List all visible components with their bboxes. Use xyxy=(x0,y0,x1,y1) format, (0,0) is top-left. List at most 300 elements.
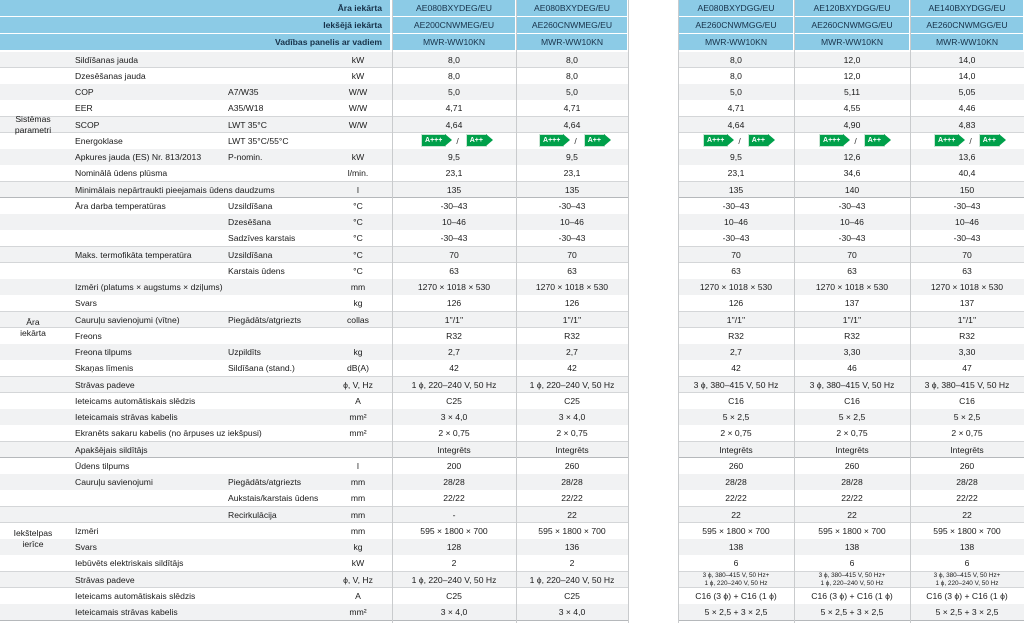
row-sublabel: Piegādāts/atgriezts xyxy=(228,477,302,488)
value-cell: -30–43 xyxy=(953,233,981,244)
value-cell: 22/22 xyxy=(841,493,863,504)
value-cell: 4,46 xyxy=(958,103,976,114)
value-cell: 140 xyxy=(844,184,860,195)
energy-class-labels xyxy=(934,134,1000,147)
value-cell: 3 × 4,0 xyxy=(558,607,586,618)
row-unit: ϕ, V, Hz xyxy=(343,379,373,390)
header-model-cell xyxy=(679,0,793,16)
header-model-text: AE260CNWMEG/EU xyxy=(531,20,613,30)
row-unit: W/W xyxy=(348,119,368,130)
value-cell: 10–46 xyxy=(955,217,979,228)
value-cell: 1 ϕ, 220–240 V, 50 Hz xyxy=(529,379,615,390)
value-cell: 23,1 xyxy=(563,168,581,179)
header-label-text: Vadības panelis ar vadiem xyxy=(275,37,382,47)
value-cell: 1270 × 1018 × 530 xyxy=(417,282,491,293)
value-cell: R32 xyxy=(564,330,580,341)
value-cell: 138 xyxy=(728,542,744,553)
value-cell: C16 (3 ϕ) + C16 (1 ϕ) xyxy=(811,590,893,601)
row-label: Energoklase xyxy=(75,135,123,146)
header-label-text: Iekšējā iekārta xyxy=(323,20,382,30)
value-cell xyxy=(678,572,794,588)
value-cell xyxy=(392,133,516,149)
value-cell: 70 xyxy=(449,249,459,260)
value-cell: R32 xyxy=(959,330,975,341)
row-label: Apakšējais sildītājs xyxy=(75,444,148,455)
row-sublabel: Dzesēšana xyxy=(228,217,271,228)
section-title-text: Iekštelpas ierīce xyxy=(13,528,53,549)
row-unit: ϕ, V, Hz xyxy=(343,574,373,585)
row-unit: collas xyxy=(347,314,369,325)
header-model-cell xyxy=(911,17,1023,33)
value-cell: 14,0 xyxy=(958,54,976,65)
value-cell: C16 xyxy=(959,395,975,406)
value-cell: 42 xyxy=(449,363,459,374)
value-cell: 3 × 4,0 xyxy=(558,412,586,423)
value-cell: 4,90 xyxy=(843,119,861,130)
value-cell: 8,0 xyxy=(566,54,578,65)
energy-separator: / xyxy=(456,135,459,146)
value-cell: 1 ϕ, 220–240 V, 50 Hz xyxy=(529,574,615,585)
value-cell: 34,6 xyxy=(843,168,861,179)
value-cell: 1''/1'' xyxy=(842,314,862,325)
row-unit: kg xyxy=(353,347,363,358)
value-cell: 5 × 2,5 + 3 × 2,5 xyxy=(935,607,999,618)
row-label: Strāvas padeve xyxy=(75,379,135,390)
value-cell: 1 ϕ, 220–240 V, 50 Hz xyxy=(411,379,497,390)
row-unit: kg xyxy=(353,542,363,553)
row-unit: kg xyxy=(353,298,363,309)
value-cell: 10–46 xyxy=(840,217,864,228)
value-cell: 22 xyxy=(962,509,972,520)
value-cell: C16 xyxy=(844,395,860,406)
row-unit: mm² xyxy=(349,412,367,423)
column-divider xyxy=(628,0,629,623)
value-cell: 3 ϕ, 380–415 V, 50 Hz xyxy=(809,379,895,390)
row-unit: mm xyxy=(350,509,366,520)
header-model-cell xyxy=(393,17,515,33)
value-cell: -30–43 xyxy=(722,233,750,244)
value-cell: 4,64 xyxy=(563,119,581,130)
value-cell: R32 xyxy=(728,330,744,341)
energy-separator: / xyxy=(854,135,857,146)
value-cell: Integrēts xyxy=(835,444,869,455)
value-cell: -30–43 xyxy=(838,200,866,211)
value-cell: -30–43 xyxy=(722,200,750,211)
header-model-text: AE260CNWMGG/EU xyxy=(695,20,777,30)
value-cell: 4,64 xyxy=(445,119,463,130)
value-cell: 2 xyxy=(569,558,575,569)
value-line: 3 ϕ, 380–415 V, 50 Hz+ xyxy=(702,572,770,580)
energy-class-labels xyxy=(539,134,605,147)
row-unit: A xyxy=(355,590,361,601)
row-label: Ieteicams automātiskais slēdzis xyxy=(75,395,196,406)
row-unit: A xyxy=(355,395,361,406)
section-title xyxy=(0,198,66,458)
row-label: Freons xyxy=(75,330,102,341)
value-cell: 13,6 xyxy=(958,152,976,163)
energy-separator: / xyxy=(574,135,577,146)
value-cell: 595 × 1800 × 700 xyxy=(818,525,886,536)
value-cell: 42 xyxy=(731,363,741,374)
value-cell: 595 × 1800 × 700 xyxy=(538,525,606,536)
row-sublabel: Sildīšana (stand.) xyxy=(228,363,295,374)
header-model-cell xyxy=(393,34,515,50)
value-cell: 5 × 2,5 xyxy=(722,412,750,423)
row-unit: mm xyxy=(350,525,366,536)
row-unit: l/min. xyxy=(347,168,369,179)
row-label: Cauruļu savienojumi (vītne) xyxy=(75,314,180,325)
row-unit: l xyxy=(357,460,359,471)
value-cell: C25 xyxy=(446,395,462,406)
row-label: Strāvas padeve xyxy=(75,574,135,585)
value-cell xyxy=(910,572,1024,588)
value-cell: R32 xyxy=(446,330,462,341)
value-cell: 2 xyxy=(451,558,457,569)
value-cell: 4,64 xyxy=(727,119,745,130)
energy-class-labels xyxy=(421,134,487,147)
value-cell: Integrēts xyxy=(437,444,471,455)
value-cell: - xyxy=(452,509,456,520)
energy-class-labels xyxy=(819,134,885,147)
value-cell: 63 xyxy=(567,265,577,276)
value-cell: 595 × 1800 × 700 xyxy=(702,525,770,536)
row-label: Maks. termofikāta temperatūra xyxy=(75,249,192,260)
value-cell: 5 × 2,5 + 3 × 2,5 xyxy=(704,607,768,618)
row-label: Sildīšanas jauda xyxy=(75,54,139,65)
value-cell: 22 xyxy=(567,509,577,520)
value-cell: C25 xyxy=(564,590,580,601)
header-model-text: AE080BXYDEG/EU xyxy=(534,3,610,13)
row-label: SCOP xyxy=(75,119,100,130)
value-cell: 137 xyxy=(844,298,860,309)
value-cell: 1270 × 1018 × 530 xyxy=(699,282,773,293)
value-cell: -30–43 xyxy=(558,200,586,211)
header-model-text: MWR-WW10KN xyxy=(540,37,604,47)
value-cell: 70 xyxy=(962,249,972,260)
column-divider xyxy=(794,0,795,623)
value-cell: 138 xyxy=(959,542,975,553)
value-cell: -30–43 xyxy=(558,233,586,244)
row-unit: °C xyxy=(353,217,363,228)
energy-class-badge: A++ xyxy=(748,134,769,147)
row-label: Dzesēšanas jauda xyxy=(75,70,146,81)
value-cell: 2 × 0,75 xyxy=(720,428,752,439)
header-model-cell xyxy=(679,17,793,33)
value-cell: 12,6 xyxy=(843,152,861,163)
row-label: Ekranēts sakaru kabelis (no ārpuses uz iekšpusi) xyxy=(75,428,262,439)
energy-class-badge: A+++ xyxy=(934,134,959,147)
value-cell: 9,5 xyxy=(730,152,742,163)
header-label xyxy=(0,34,390,50)
row-sublabel: P-nomin. xyxy=(228,152,263,163)
row-sublabel: LWT 35°C/55°C xyxy=(228,135,289,146)
column-divider xyxy=(392,0,393,623)
value-cell: 63 xyxy=(731,265,741,276)
value-cell: C25 xyxy=(446,590,462,601)
value-cell: 22/22 xyxy=(725,493,747,504)
value-cell: 8,0 xyxy=(730,70,742,81)
value-cell: 47 xyxy=(962,363,972,374)
value-cell: 28/28 xyxy=(956,477,978,488)
value-cell xyxy=(678,133,794,149)
energy-class-badge: A+++ xyxy=(819,134,844,147)
header-model-cell xyxy=(911,0,1023,16)
value-cell: 22 xyxy=(731,509,741,520)
row-label: Svars xyxy=(75,298,97,309)
value-cell: 138 xyxy=(844,542,860,553)
value-cell: 1''/1'' xyxy=(444,314,464,325)
value-cell: 126 xyxy=(564,298,580,309)
header-model-cell xyxy=(679,34,793,50)
row-label: Minimālais nepārtraukti pieejamais ūdens daudzums xyxy=(75,184,275,195)
row-sublabel: Uzpildīts xyxy=(228,347,261,358)
value-cell: 1''/1'' xyxy=(726,314,746,325)
energy-separator: / xyxy=(738,135,741,146)
row-unit: mm xyxy=(350,282,366,293)
value-cell: 3 ϕ, 380–415 V, 50 Hz xyxy=(693,379,779,390)
row-unit: kW xyxy=(351,54,365,65)
value-cell: C25 xyxy=(564,395,580,406)
value-line: 1 ϕ, 220–240 V, 50 Hz xyxy=(820,579,884,587)
header-model-cell xyxy=(393,0,515,16)
value-cell: 200 xyxy=(446,460,462,471)
row-sublabel: Aukstais/karstais ūdens xyxy=(228,493,319,504)
value-cell: 1''/1'' xyxy=(562,314,582,325)
value-cell: 42 xyxy=(567,363,577,374)
row-label: Izmēri xyxy=(75,525,99,536)
column-divider xyxy=(516,0,517,623)
value-cell: 4,55 xyxy=(843,103,861,114)
value-line: 1 ϕ, 220–240 V, 50 Hz xyxy=(935,579,999,587)
value-cell: 1270 × 1018 × 530 xyxy=(815,282,889,293)
value-cell: 1 ϕ, 220–240 V, 50 Hz xyxy=(411,574,497,585)
row-unit: mm² xyxy=(349,607,367,618)
value-cell: C16 (3 ϕ) + C16 (1 ϕ) xyxy=(926,590,1008,601)
value-cell: 2,7 xyxy=(448,347,460,358)
value-cell: 260 xyxy=(728,460,744,471)
value-cell: 137 xyxy=(959,298,975,309)
value-cell: -30–43 xyxy=(440,233,468,244)
row-label: Freona tilpums xyxy=(75,347,132,358)
value-cell: 260 xyxy=(959,460,975,471)
row-sublabel: A7/W35 xyxy=(228,87,259,98)
value-cell: 2 × 0,75 xyxy=(556,428,588,439)
value-cell: 1270 × 1018 × 530 xyxy=(930,282,1004,293)
energy-class-badge: A++ xyxy=(584,134,605,147)
header-model-text: AE260CNWMGG/EU xyxy=(926,20,1008,30)
header-model-cell xyxy=(517,0,627,16)
header-model-cell xyxy=(795,34,909,50)
column-gap xyxy=(628,0,678,623)
value-cell: 8,0 xyxy=(566,70,578,81)
row-unit: °C xyxy=(353,249,363,260)
value-cell: 2 × 0,75 xyxy=(836,428,868,439)
row-unit: dB(A) xyxy=(347,363,369,374)
value-cell: 46 xyxy=(847,363,857,374)
row-sublabel: Sadzīves karstais xyxy=(228,233,296,244)
value-cell: 4,71 xyxy=(563,103,581,114)
value-cell: 3,30 xyxy=(958,347,976,358)
header-label-text: Āra iekārta xyxy=(337,3,382,13)
value-cell: 23,1 xyxy=(445,168,463,179)
value-cell: 135 xyxy=(728,184,744,195)
header-model-text: AE200CNWMEG/EU xyxy=(413,20,495,30)
value-cell: 14,0 xyxy=(958,70,976,81)
row-unit: mm xyxy=(350,493,366,504)
row-unit: kW xyxy=(351,558,365,569)
row-unit: kW xyxy=(351,70,365,81)
row-sublabel: Uzsildīšana xyxy=(228,249,273,260)
value-cell: 5,0 xyxy=(566,87,578,98)
value-cell: -30–43 xyxy=(440,200,468,211)
row-sublabel: Recirkulācija xyxy=(228,509,277,520)
energy-separator: / xyxy=(969,135,972,146)
value-cell: 595 × 1800 × 700 xyxy=(933,525,1001,536)
value-cell: 12,0 xyxy=(843,70,861,81)
value-cell: 4,71 xyxy=(727,103,745,114)
header-model-text: AE260CNWMGG/EU xyxy=(811,20,893,30)
energy-class-badge: A+++ xyxy=(539,134,564,147)
value-cell: 3 ϕ, 380–415 V, 50 Hz xyxy=(924,379,1010,390)
energy-class-badge: A++ xyxy=(864,134,885,147)
value-cell: 5 × 2,5 xyxy=(838,412,866,423)
value-cell: 135 xyxy=(564,184,580,195)
row-unit: l xyxy=(357,184,359,195)
value-cell: 28/28 xyxy=(841,477,863,488)
value-cell: 2 × 0,75 xyxy=(951,428,983,439)
value-cell: 260 xyxy=(564,460,580,471)
row-sublabel: Piegādāts/atgriezts xyxy=(228,314,302,325)
row-sublabel: LWT 35°C xyxy=(228,119,267,130)
value-cell: 260 xyxy=(844,460,860,471)
value-cell xyxy=(516,133,628,149)
value-cell: 1''/1'' xyxy=(957,314,977,325)
value-cell: 40,4 xyxy=(958,168,976,179)
row-unit: kW xyxy=(351,152,365,163)
energy-class-badge: A++ xyxy=(466,134,487,147)
value-line: 3 ϕ, 380–415 V, 50 Hz+ xyxy=(818,572,886,580)
energy-class-badge: A+++ xyxy=(421,134,446,147)
header-model-cell xyxy=(517,34,627,50)
value-cell: 4,71 xyxy=(445,103,463,114)
value-cell: Integrēts xyxy=(555,444,589,455)
value-cell: 70 xyxy=(731,249,741,260)
row-label: Ieteicamais strāvas kabelis xyxy=(75,412,178,423)
header-model-text: MWR-WW10KN xyxy=(935,37,999,47)
value-cell: R32 xyxy=(844,330,860,341)
section-title xyxy=(0,52,66,198)
value-cell: 5,11 xyxy=(843,87,861,98)
row-unit: °C xyxy=(353,233,363,244)
header-model-text: MWR-WW10KN xyxy=(820,37,884,47)
row-unit: W/W xyxy=(348,87,368,98)
value-cell: 5,0 xyxy=(448,87,460,98)
row-label: COP xyxy=(75,87,94,98)
row-label: Svars xyxy=(75,542,97,553)
value-cell: 3 × 4,0 xyxy=(440,607,468,618)
header-model-cell xyxy=(911,34,1023,50)
row-sublabel: A35/W18 xyxy=(228,103,264,114)
header-model-text: AE120BXYDGG/EU xyxy=(813,3,891,13)
header-model-text: MWR-WW10KN xyxy=(422,37,486,47)
header-model-cell xyxy=(795,0,909,16)
value-cell: 12,0 xyxy=(843,54,861,65)
row-label: Skaņas līmenis xyxy=(75,363,134,374)
value-cell: 150 xyxy=(959,184,975,195)
value-cell: 63 xyxy=(962,265,972,276)
value-cell xyxy=(910,133,1024,149)
value-cell: 9,5 xyxy=(448,152,460,163)
row-label: Āra darba temperatūras xyxy=(75,200,166,211)
row-label: Ieteicams automātiskais slēdzis xyxy=(75,590,196,601)
value-line: 3 ϕ, 380–415 V, 50 Hz+ xyxy=(933,572,1001,580)
column-divider xyxy=(910,0,911,623)
value-cell: 22 xyxy=(847,509,857,520)
row-unit: °C xyxy=(353,265,363,276)
value-cell: 5,05 xyxy=(958,87,976,98)
column-divider xyxy=(678,0,679,623)
value-cell: 2,7 xyxy=(730,347,742,358)
header-model-text: AE080BXYDGG/EU xyxy=(697,3,775,13)
value-cell: 28/28 xyxy=(561,477,583,488)
header-model-cell xyxy=(795,17,909,33)
value-cell: 6 xyxy=(849,558,855,569)
value-cell: -30–43 xyxy=(953,200,981,211)
value-cell: 70 xyxy=(567,249,577,260)
header-model-text: MWR-WW10KN xyxy=(704,37,768,47)
value-cell: 5 × 2,5 + 3 × 2,5 xyxy=(820,607,884,618)
value-cell: C16 (3 ϕ) + C16 (1 ϕ) xyxy=(695,590,777,601)
header-label xyxy=(0,0,390,16)
section-title-text: Āra iekārta xyxy=(20,316,46,338)
value-cell: 2,7 xyxy=(566,347,578,358)
value-line: 1 ϕ, 220–240 V, 50 Hz xyxy=(704,579,768,587)
row-label: Apkures jauda (ES) Nr. 813/2013 xyxy=(75,152,202,163)
value-cell: 6 xyxy=(964,558,970,569)
value-cell: 10–46 xyxy=(560,217,584,228)
header-model-text: AE140BXYDGG/EU xyxy=(928,3,1006,13)
row-label: EER xyxy=(75,103,93,114)
value-cell: 595 × 1800 × 700 xyxy=(420,525,488,536)
row-label: Izmēri (platums × augstums × dziļums) xyxy=(75,282,223,293)
value-cell: -30–43 xyxy=(838,233,866,244)
value-cell: 22/22 xyxy=(956,493,978,504)
value-cell: Integrēts xyxy=(719,444,753,455)
value-cell: 63 xyxy=(847,265,857,276)
value-cell: 3 × 4,0 xyxy=(440,412,468,423)
row-label: Cauruļu savienojumi xyxy=(75,477,153,488)
value-cell xyxy=(794,133,910,149)
header-label xyxy=(0,17,390,33)
energy-class-badge: A+++ xyxy=(703,134,728,147)
energy-class-labels xyxy=(703,134,769,147)
value-cell: 128 xyxy=(446,542,462,553)
value-cell: 10–46 xyxy=(442,217,466,228)
value-cell: 126 xyxy=(446,298,462,309)
value-cell: 126 xyxy=(728,298,744,309)
row-label: Iebūvēts elektriskais sildītājs xyxy=(75,558,184,569)
value-cell: 6 xyxy=(733,558,739,569)
section-title xyxy=(0,458,66,621)
value-cell: 8,0 xyxy=(448,70,460,81)
value-cell: 9,5 xyxy=(566,152,578,163)
value-cell: 136 xyxy=(564,542,580,553)
row-unit: mm xyxy=(350,477,366,488)
energy-class-badge: A++ xyxy=(979,134,1000,147)
value-cell xyxy=(794,572,910,588)
section-title-text: Sistēmas parametri xyxy=(14,113,52,135)
value-cell: 4,83 xyxy=(958,119,976,130)
